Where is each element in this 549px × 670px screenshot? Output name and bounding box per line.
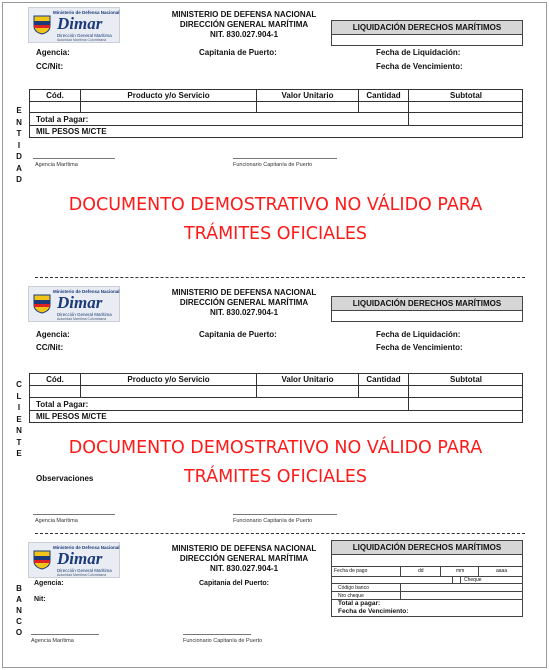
logo-tagline: Autoridad Marítima Colombiana — [57, 573, 107, 577]
fecha-liquidacion-label: Fecha de Liquidación: — [376, 48, 461, 57]
logo-subtitle: Dirección General Marítima — [57, 568, 112, 573]
dimar-logo — [28, 7, 120, 43]
col-cod: Cód. — [30, 374, 81, 385]
direction-title: DIRECCIÓN GENERAL MARÍTIMA — [179, 298, 309, 307]
fecha-vencimiento-label: Fecha de Vencimiento: — [376, 343, 463, 352]
items-table — [29, 89, 523, 138]
col-valor: Valor Unitario — [257, 374, 359, 385]
header-block — [149, 544, 339, 574]
nit-title: NIT. 830.027.904-1 — [209, 308, 279, 317]
ministry-title: MINISTERIO DE DEFENSA NACIONAL — [171, 544, 317, 553]
dd-label: dd — [418, 568, 424, 574]
total-row — [30, 113, 522, 126]
liquidation-box — [331, 20, 523, 46]
agencia-label: Agencia: — [36, 330, 70, 339]
total-label: Total a Pagar: — [36, 115, 89, 124]
col-valor: Valor Unitario — [257, 90, 359, 101]
capitania-label: Capitania de Puerto: — [199, 330, 277, 339]
logo-ministry-text: Ministerio de Defensa Nacional — [53, 289, 120, 294]
fecha-liquidacion-label: Fecha de Liquidación: — [376, 330, 461, 339]
col-producto: Producto y/o Servicio — [81, 90, 257, 101]
col-cantidad: Cantidad — [359, 374, 409, 385]
copy-label-cliente: C L I E N T E — [16, 380, 22, 458]
nit-label: Nit: — [34, 596, 46, 603]
cut-line — [35, 533, 525, 534]
total-label: Total a Pagar: — [36, 400, 89, 409]
shield-icon — [33, 294, 51, 314]
total-row — [30, 398, 522, 411]
logo-ministry-text: Ministerio de Defensa Nacional — [53, 545, 120, 550]
agencia-label: Agencia: — [34, 580, 64, 587]
signature-agencia: Agencia Marítima — [31, 638, 74, 644]
copy-label-banco: B A N C O — [15, 584, 23, 637]
logo-name: Dimar — [57, 14, 103, 33]
signature-agencia: Agencia Marítima — [35, 162, 78, 168]
table-row — [30, 102, 522, 113]
logo-ministry-text: Ministerio de Defensa Nacional — [53, 10, 120, 15]
col-subtotal: Subtotal — [450, 91, 482, 100]
logo-name: Dimar — [57, 549, 103, 568]
fecha-vencimiento-label: Fecha de Vencimiento: — [376, 62, 463, 71]
liquidation-title: LIQUIDACIÓN DERECHOS MARÍTIMOS — [332, 21, 522, 35]
signature-funcionario: Funcionario Capitanía de Puerto — [233, 162, 313, 168]
header-block — [149, 10, 339, 40]
col-cod: Cód. — [30, 90, 81, 101]
logo-subtitle: Dirección General Marítima — [57, 33, 112, 38]
col-subtotal: Subtotal — [450, 375, 482, 384]
direction-title: DIRECCIÓN GENERAL MARÍTIMA — [179, 554, 309, 563]
mil-pesos-row — [30, 411, 522, 423]
col-producto: Producto y/o Servicio — [81, 374, 257, 385]
logo-name: Dimar — [57, 293, 103, 312]
liquidation-title: LIQUIDACIÓN DERECHOS MARÍTIMOS — [332, 541, 522, 555]
shield-icon — [33, 15, 51, 35]
signature-agencia: Agencia Marítima — [35, 518, 78, 524]
items-table — [29, 373, 523, 423]
mil-pesos-label: MIL PESOS M/CTE — [36, 127, 107, 136]
liquidation-form — [2, 2, 547, 668]
fecha-pago-label: Fecha de pago — [334, 568, 368, 574]
ministry-title: MINISTERIO DE DEFENSA NACIONAL — [171, 288, 317, 297]
signature-funcionario: Funcionario Capitanía de Puerto — [233, 518, 313, 524]
aaaa-label: aaaa — [496, 568, 508, 574]
dimar-logo — [28, 542, 120, 578]
demo-notice: DOCUMENTO DEMOSTRATIVO NO VÁLIDO PARA TRÁMITES OFICIALES — [68, 195, 483, 244]
mil-pesos-row — [30, 126, 522, 138]
nit-title: NIT. 830.027.904-1 — [209, 564, 279, 573]
agencia-label: Agencia: — [36, 48, 70, 57]
ccnit-label: CC/Nit: — [36, 343, 64, 352]
header-block — [149, 288, 339, 318]
logo-tagline: Autoridad Marítima Colombiana — [57, 317, 107, 321]
mm-label: mm — [456, 568, 465, 574]
cheque-label: Cheque — [464, 577, 482, 583]
liquidation-box — [331, 296, 523, 322]
bank-total-label: Total a pagar: — [338, 600, 381, 607]
liquidation-title: LIQUIDACIÓN DERECHOS MARÍTIMOS — [332, 297, 522, 311]
direction-title: DIRECCIÓN GENERAL MARÍTIMA — [179, 20, 309, 29]
nit-title: NIT. 830.027.904-1 — [209, 30, 279, 39]
logo-tagline: Autoridad Marítima Colombiana — [57, 38, 107, 42]
table-header-row — [30, 374, 522, 386]
table-header-row — [30, 90, 522, 102]
observaciones-label: Observaciones — [36, 474, 94, 483]
mil-pesos-label: MIL PESOS M/CTE — [36, 412, 107, 421]
shield-icon — [33, 550, 51, 570]
col-cantidad: Cantidad — [359, 90, 409, 101]
ccnit-label: CC/Nit: — [36, 62, 64, 71]
table-row — [30, 386, 522, 398]
demo-notice: DOCUMENTO DEMOSTRATIVO NO VÁLIDO PARA TRÁMITES OFICIALES — [68, 438, 483, 487]
bank-liquidation-box — [331, 540, 523, 617]
dimar-logo — [28, 286, 120, 322]
capitania-label: Capitania del Puerto: — [199, 580, 270, 587]
bank-vencimiento-label: Fecha de Vencimiento: — [338, 608, 409, 615]
codigo-banco-label: Código banco — [338, 585, 369, 591]
nro-cheque-label: Nro cheque — [338, 593, 364, 599]
signature-funcionario: Funcionario Capitanía de Puerto — [183, 638, 263, 644]
capitania-label: Capitania de Puerto: — [199, 48, 277, 57]
cut-line — [35, 277, 525, 278]
logo-subtitle: Dirección General Marítima — [57, 312, 112, 317]
copy-label-entidad: E N T I D A D — [16, 106, 22, 184]
ministry-title: MINISTERIO DE DEFENSA NACIONAL — [171, 10, 317, 19]
